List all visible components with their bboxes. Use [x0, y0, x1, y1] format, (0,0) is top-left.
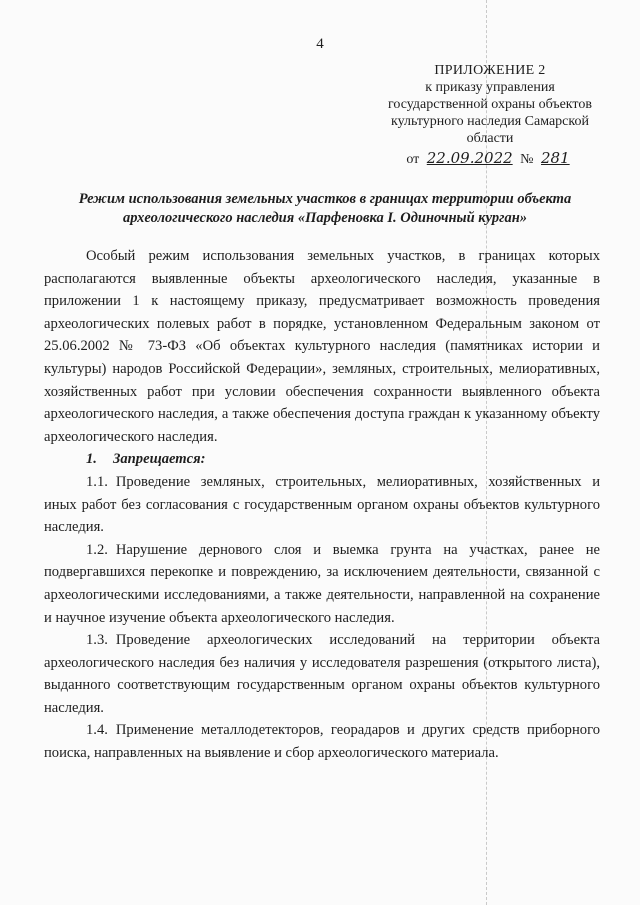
appendix-dateline	[370, 150, 610, 168]
list-item-text: Нарушение дернового слоя и выемка грунта на участках, ранее не подвергавшихся перекопке и повреждению, за исключением деятельности, связанной с археологическими исследованиями, а также деятельности, направленной на сохранение и научное изучение объекта археологического наследия.	[44, 541, 600, 626]
appendix-title: ПРИЛОЖЕНИЕ 2	[434, 63, 546, 78]
page-number: 4	[316, 36, 324, 52]
section-heading	[44, 448, 600, 471]
appendix-line: культурного наследия Самарской	[391, 114, 589, 129]
handwritten-number: 281	[541, 149, 570, 167]
appendix-line: области	[466, 131, 514, 146]
list-item	[44, 629, 600, 719]
list-item	[44, 471, 600, 539]
date-prefix: от	[406, 152, 420, 167]
list-item-text: Проведение земляных, строительных, мелиоративных, хозяйственных и иных работ без согласования с государственным органом охраны объектов культурного наследия.	[44, 473, 600, 536]
document-body	[44, 245, 600, 765]
appendix-block	[370, 62, 610, 168]
section-title: Запрещается:	[112, 451, 206, 468]
list-item	[44, 719, 600, 764]
number-prefix: №	[520, 152, 534, 167]
document-heading: Режим использования земельных участков в границах территории объекта археологического наследия «Парфеновка I. Одиночный курган»	[78, 191, 572, 226]
list-item-text: Проведение археологических исследований на территории объекта археологического наследия без наличия у исследователя разрешения (открытого листа), выданного соответствующим государственным органом охраны объектов культурного наследия.	[44, 632, 600, 716]
appendix-line: к приказу управления	[425, 80, 555, 95]
list-item-number: 1.3.	[86, 632, 108, 649]
list-item-number: 1.1.	[86, 473, 108, 490]
appendix-line: государственной охраны объектов	[388, 97, 592, 112]
list-item-number: 1.2.	[86, 541, 108, 558]
list-item-text: Применение металлодетекторов, георадаров и других средств приборного поиска, направленных на выявление и сбор археологического материала.	[44, 722, 600, 762]
handwritten-date: 22.09.2022	[426, 149, 513, 167]
list-item	[44, 539, 600, 629]
section-number: 1.	[86, 451, 97, 468]
intro-paragraph: Особый режим использования земельных участков, в границах которых располагаются выявленные объекты археологического наследия, указанные в приложении 1 к настоящему приказу, предусматривает возможность проведения археологических полевых работ в порядке, установленном Федеральным законом от 25.06.2002 № 73-ФЗ «Об объектах культурного наследия (памятниках истории и культуры) народов Российской Федерации», земляных, строительных, мелиоративных, хозяйственных работ при условии обеспечения сохранности выявленного объекта археологического наследия, а также обеспечения доступа граждан к указанному объекту археологического наследия.	[44, 248, 600, 445]
list-item-number: 1.4.	[86, 722, 108, 739]
